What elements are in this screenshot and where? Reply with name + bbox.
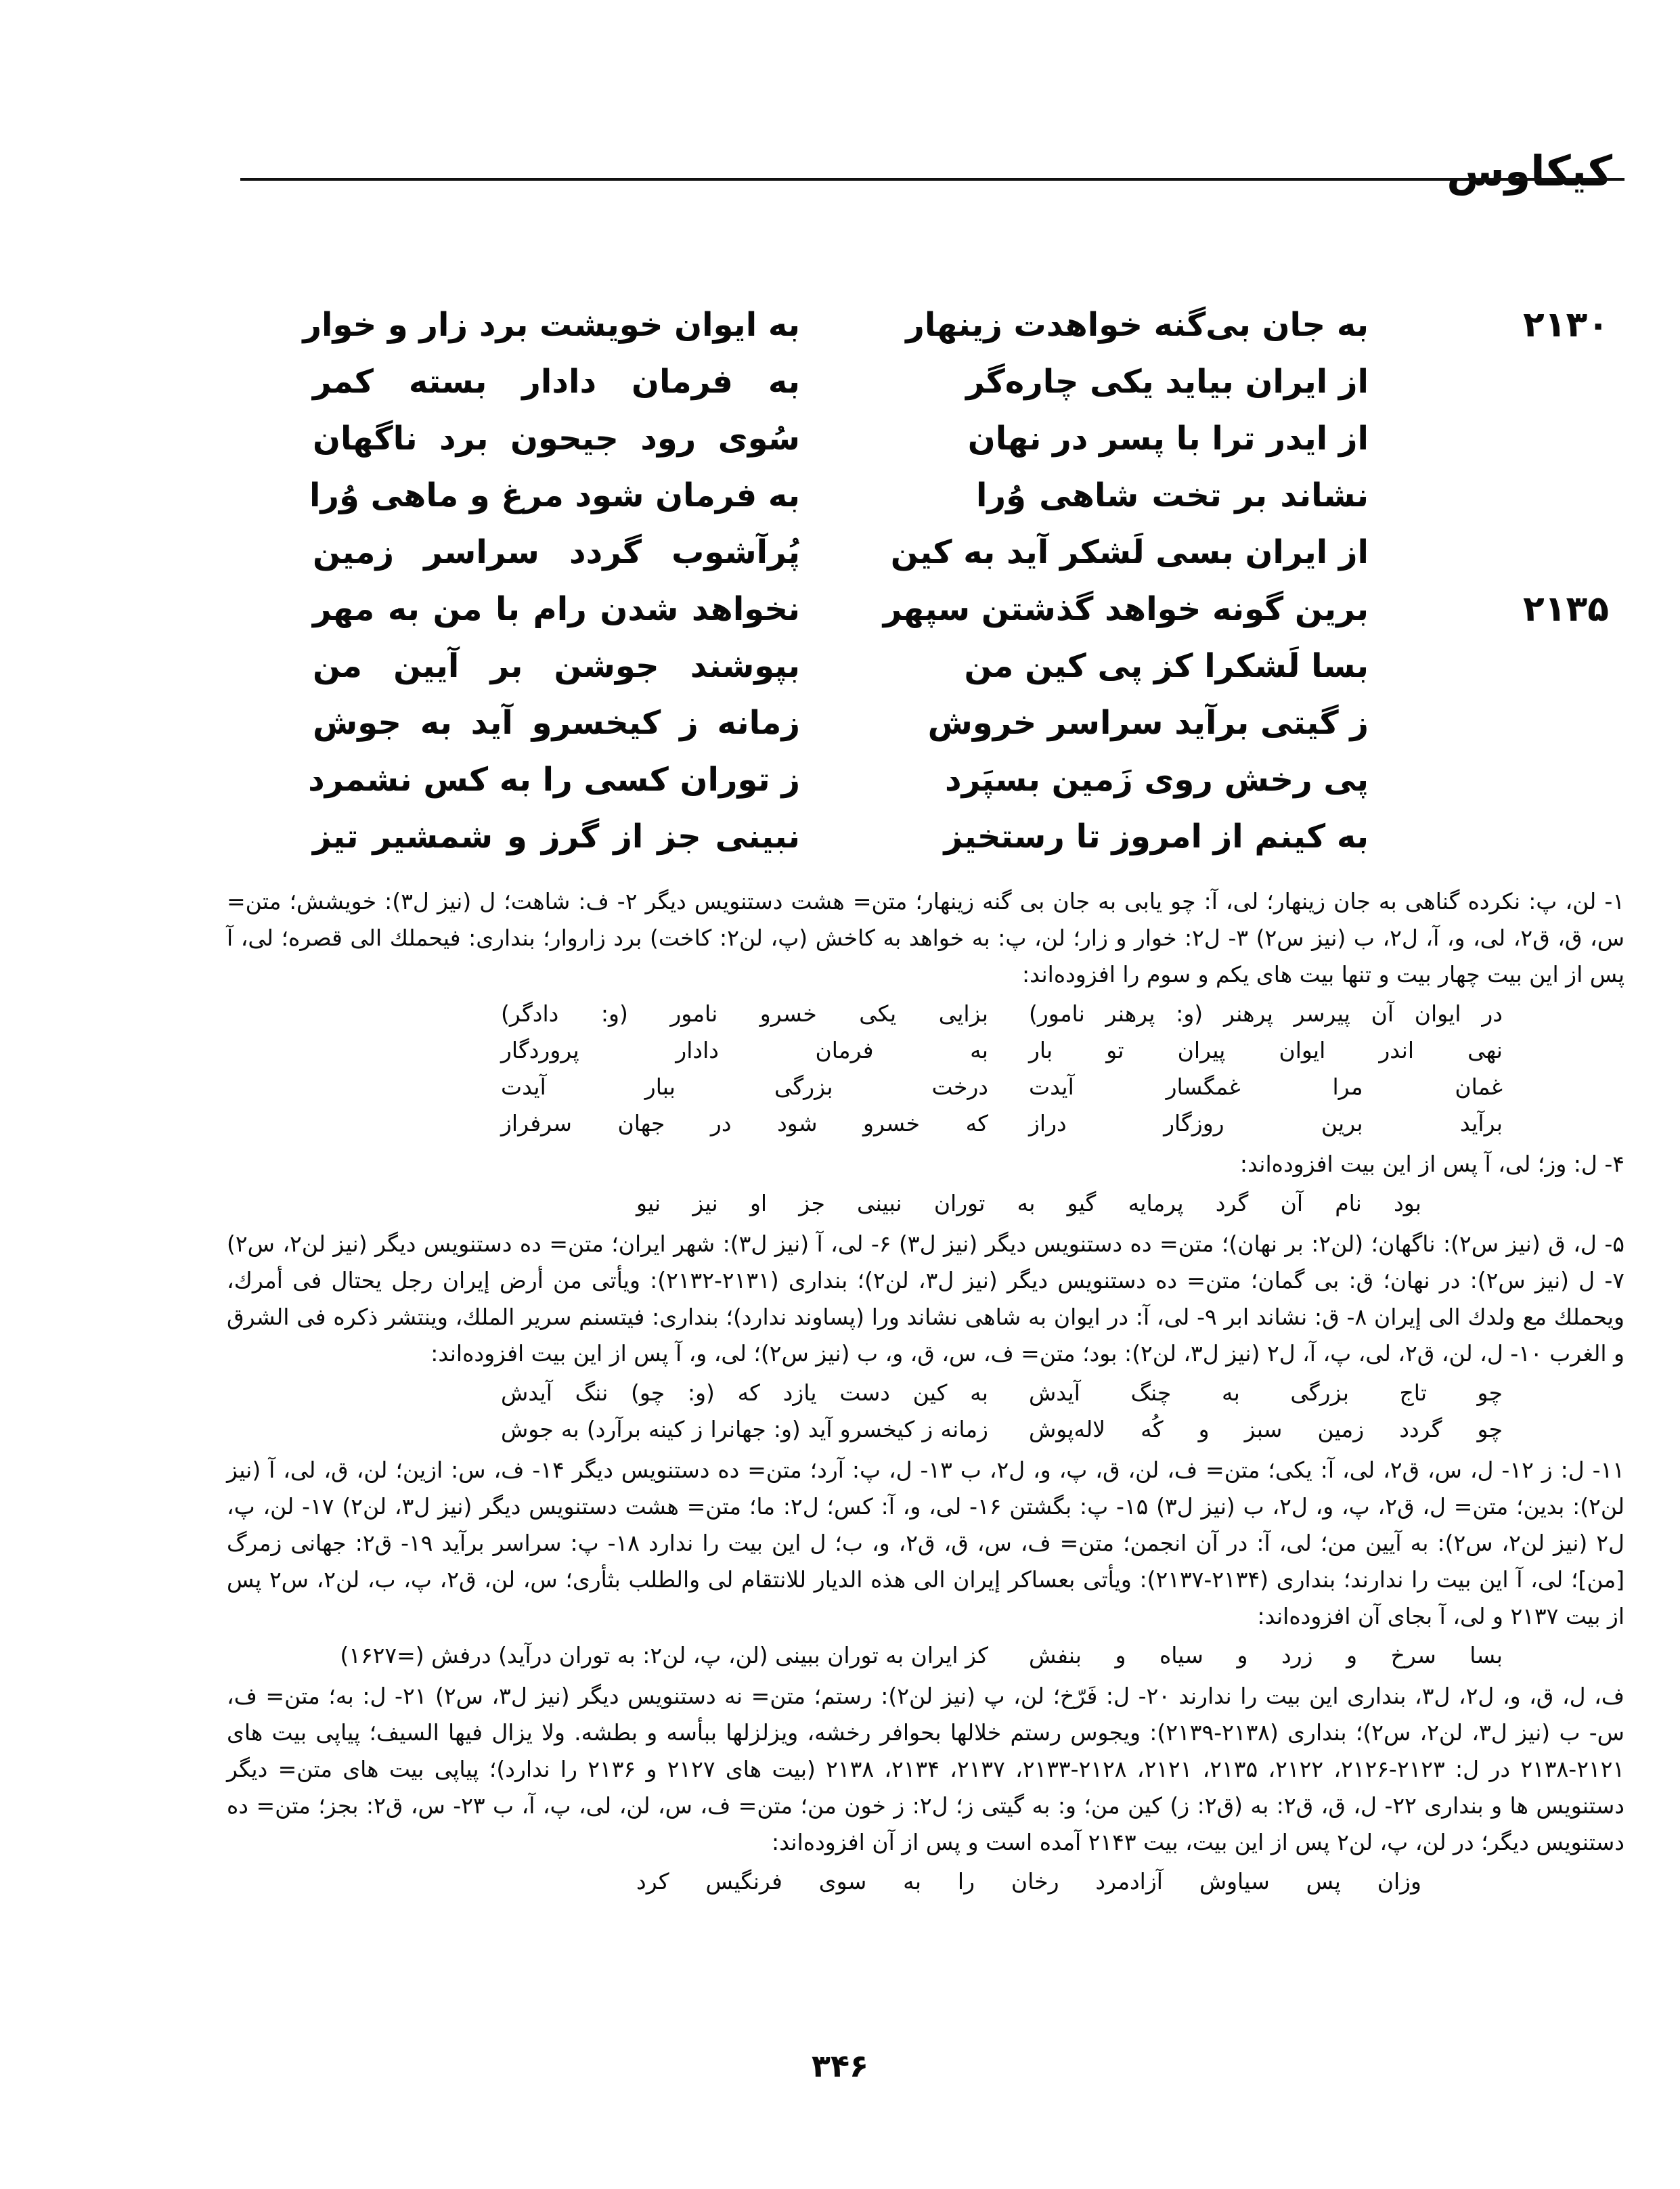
quote-hemistich-a: در ایوان آن پیرسر پرهنر (و: پرهنر نامور) bbox=[1029, 1000, 1503, 1027]
verse-row bbox=[0, 355, 1680, 409]
verse-row bbox=[0, 298, 1680, 352]
page-number: ۳۴۶ bbox=[811, 2048, 869, 2084]
hemistich-first: ز گیتی برآید سراسر خروش bbox=[927, 704, 1369, 742]
hemistich-second: ز توران کسی را به کس نشمرد bbox=[308, 761, 800, 799]
hemistich-second: نبینی جز از گرز و شمشیر تیز bbox=[313, 818, 800, 856]
hemistich-first: برین گونه خواهد گذشتن سپهر bbox=[883, 590, 1369, 628]
hemistich-second: به فرمان دادار بسته کمر bbox=[313, 363, 800, 401]
quote-line: بود نام آن گرد پرمایه گیو به توران نبینی جز او نیز نیو bbox=[636, 1190, 1421, 1216]
hemistich-first: از ایران بسی لَشکر آید به کین bbox=[890, 533, 1369, 571]
hemistich-first: بسا لَشکرا کز پی کین من bbox=[964, 647, 1369, 685]
verse-row bbox=[0, 468, 1680, 523]
running-header-title: کیکاوس bbox=[1446, 146, 1612, 196]
quote-hemistich-b: بزایی یکی خسرو نامور (و: دادگر) bbox=[501, 1000, 988, 1027]
quote-hemistich-b: درخت بزرگی ببار آیدت bbox=[501, 1074, 988, 1100]
hemistich-second: به ایوان خویشت برد زار و خوار bbox=[303, 306, 800, 344]
quote-line bbox=[227, 1105, 1624, 1142]
header-rule bbox=[240, 178, 1624, 181]
hemistich-second: بپوشند جوشن بر آیین من bbox=[313, 647, 800, 685]
footnote-1-3: ۱- لن، پ: نکرده گناهی به جان زینهار؛ لی، آ: چو یابی به جان بی گنه زینهار؛ متن= هشت دستنویس دیگر ۲- ف: شاهت؛ ل (نیز ل۳): خویشش؛ متن= س، ق، ق۲، لی، و، آ، ل۲، ب (نیز س۲) ۳- ل۲: خوار و زار؛ لن، پ: به خواهد به کاخش (پ، لن۲: کاخت) برد زاروار؛ بنداری: فیحملك الی قصره؛ لی، آ پس از این بیت چهار بیت و تنها بیت های یکم و سوم را افزوده‌اند: bbox=[227, 888, 1624, 988]
quote-line bbox=[227, 1069, 1624, 1105]
hemistich-first: از ایران بیاید یکی چاره‌گر bbox=[966, 363, 1369, 401]
footnote-11-19: ۱۱- ل: ز ۱۲- ل، س، ق۲، لی، آ: یکی؛ متن= ف، لن، ق، پ، و، ل۲، ب ۱۳- ل، پ: آرد؛ متن= ده دستنویس دیگر ۱۴- ف، س: ازین؛ لن، ق، لی، آ (نیز لن۲): بدین؛ متن= ل، ق۲، پ، و، ل۲، ب (نیز ل۳) ۱۵- پ: بگشتن ۱۶- لی، و، آ: کس؛ ل۲: ما؛ متن= هشت دستنویس دیگر (نیز ل۳، لن۲) ۱۷- لن، پ، ل۲ (نیز لن۲، س۲): به آیین من؛ لی، آ: در آن انجمن؛ متن= ف، س، ق، ق۲، و، ب؛ ل این بیت را ندارد ۱۸- پ: سراسر برآید ۱۹- ق۲: جهانی زمرگ [من]؛ لی، آ این بیت را ندارند؛ بنداری (۲۱۳۴-۲۱۳۷): ویأتی بعساکر إیران الی هذه الدیار للانتقام لی والطلب بثأری؛ س، لن، ق۲، پ، ب، لن۲، س۲ پس از بیت ۲۱۳۷ و لی، آ بجای آن افزوده‌اند: bbox=[227, 1457, 1625, 1629]
hemistich-second: سُوی رود جیحون برد ناگهان bbox=[313, 420, 800, 458]
verse-row bbox=[0, 753, 1680, 807]
quoted-verse-19 bbox=[227, 1637, 1624, 1674]
quote-hemistich-a: چو تاج بزرگی به چنگ آیدش bbox=[1029, 1379, 1503, 1406]
quote-hemistich-a: نهی اندر ایوان پیران تو بار bbox=[1029, 1037, 1503, 1063]
footnote-4: ۴- ل: وز؛ لی، آ پس از این بیت افزوده‌اند: bbox=[1239, 1151, 1624, 1177]
quote-hemistich-b: به کین دست یازد که (و: چو) ننگ آیدش bbox=[501, 1379, 988, 1406]
verse-row bbox=[0, 582, 1680, 636]
hemistich-first: به جان بی‌گنه خواهدت زینهار bbox=[906, 306, 1369, 344]
quoted-verse-4 bbox=[227, 1185, 1624, 1222]
hemistich-second: به فرمان شود مرغ و ماهی وُرا bbox=[309, 477, 800, 514]
quote-hemistich-b: به فرمان دادار پروردگار bbox=[501, 1037, 988, 1063]
quoted-verses-10 bbox=[227, 1375, 1624, 1448]
verse-number: ۲۱۳۰ bbox=[1523, 305, 1609, 345]
footnote-5-10: ۵- ل، ق (نیز س۲): ناگهان؛ (لن۲: بر نهان)؛ متن= ده دستنویس دیگر (نیز ل۳) ۶- لی، آ (نیز ل۳): شهر ایران؛ متن= ده دستنویس دیگر (نیز لن۲، س۲) ۷- ل (نیز س۲): در نهان؛ ق: بی گمان؛ متن= ده دستنویس دیگر (نیز ل۳، لن۲)؛ بنداری (۲۱۳۱-۲۱۳۲): ویأتی من أرض إیران رجل یحتال فی أمرك، ویحملك مع ولدك الی إیران ۸- ق: نشاند ابر ۹- لی، آ: در ایوان به شاهی نشاند ورا (پساوند ندارد)؛ بنداری: فیتسنم سریر الملك، وینتشر ذکره فی الشرق و الغرب ۱۰- ل، لن، ق۲، لی، پ، آ، ل۲ (نیز ل۳، لن۲): بود؛ متن= ف، س، ق، و، ب (نیز س۲)؛ لی، و، آ پس از این بیت افزوده‌اند: bbox=[227, 1231, 1624, 1367]
quote-hemistich-b: کز ایران به توران ببینی (لن، پ، لن۲: به توران درآید) درفش (=۱۶۲۷) bbox=[340, 1642, 988, 1668]
quoted-verse-23 bbox=[227, 1863, 1624, 1900]
quote-line bbox=[227, 1411, 1624, 1448]
quote-hemistich-a: غمان مرا غمگسار آیدت bbox=[1029, 1074, 1503, 1100]
verse-row bbox=[0, 696, 1680, 750]
verse-row bbox=[0, 810, 1680, 864]
hemistich-first: از ایدر ترا با پسر در نهان bbox=[967, 420, 1369, 458]
quote-line bbox=[227, 1375, 1624, 1411]
quote-hemistich-b: زمانه ز کیخسرو آید (و: جهانرا ز کینه برآرد) به جوش bbox=[501, 1416, 988, 1442]
quote-line bbox=[227, 1032, 1624, 1069]
quoted-verses-1 bbox=[227, 996, 1624, 1142]
quote-line: وزان پس سیاوش آزادمرد رخان را به سوی فرنگیس کرد bbox=[636, 1868, 1421, 1895]
verse-row bbox=[0, 525, 1680, 579]
footnotes bbox=[227, 883, 1624, 1904]
verse-number: ۲۱۳۵ bbox=[1523, 589, 1609, 629]
hemistich-first: به کینم از امروز تا رستخیز bbox=[944, 818, 1369, 856]
hemistich-first: نشاند بر تخت شاهی وُرا bbox=[976, 477, 1369, 514]
quote-line bbox=[227, 996, 1624, 1032]
hemistich-second: نخواهد شدن رام با من به مهر bbox=[313, 590, 800, 628]
verse-row bbox=[0, 639, 1680, 693]
footnote-20-23: ف، ل، ق، و، ل۲، ل۳، بنداری این بیت را ندارند ۲۰- ل: فَرّخ؛ لن، پ (نیز لن۲): رستم؛ متن= نه دستنویس دیگر (نیز ل۳، س۲) ۲۱- ل: به؛ متن= ف، س- ب (نیز ل۳، لن۲، س۲)؛ بنداری (۲۱۳۸-۲۱۳۹): ویجوس رستم خلالها بحوافر رخشه، ویزلزلها ببأسه و بطشه. ولا یزال فیها السیف؛ پیاپی بیت های ۲۱۲۱-۲۱۳۸ در ل: ۲۱۲۳-۲۱۲۶، ۲۱۲۲، ۲۱۳۵، ۲۱۲۱، ۲۱۲۸-۲۱۳۳، ۲۱۳۷، ۲۱۳۴، ۲۱۳۸ (بیت های ۲۱۲۷ و ۲۱۳۶ را ندارد)؛ پیاپی بیت های متن= دیگر دستنویس ها و بنداری ۲۲- ل، ق، ق۲: به (ق۲: ز) کین من؛ و: به گیتی ز؛ ل۲: ز خون من؛ متن= ف، س، لن، لی، پ، آ، ب ۲۳- س، ق۲: بجز؛ متن= ده دستنویس دیگر؛ در لن، پ، لن۲ پس از این بیت، بیت ۲۱۴۳ آمده است و پس از آن افزوده‌اند: bbox=[227, 1683, 1625, 1855]
hemistich-second: پُرآشوب گردد سراسر زمین bbox=[313, 533, 800, 571]
quote-hemistich-a: چو گردد زمین سبز و کُه لاله‌پوش bbox=[1029, 1416, 1503, 1442]
quote-hemistich-b: که خسرو شود در جهان سرفراز bbox=[501, 1110, 988, 1136]
quote-hemistich-a: بسا سرخ و زرد و سیاه و بنفش bbox=[1029, 1642, 1503, 1668]
quote-hemistich-a: برآید برین روزگار دراز bbox=[1029, 1110, 1503, 1136]
verse-row bbox=[0, 412, 1680, 466]
hemistich-first: پی رخش روی زَمین بسپَرد bbox=[944, 761, 1369, 799]
hemistich-second: زمانه ز کیخسرو آید به جوش bbox=[313, 704, 800, 742]
